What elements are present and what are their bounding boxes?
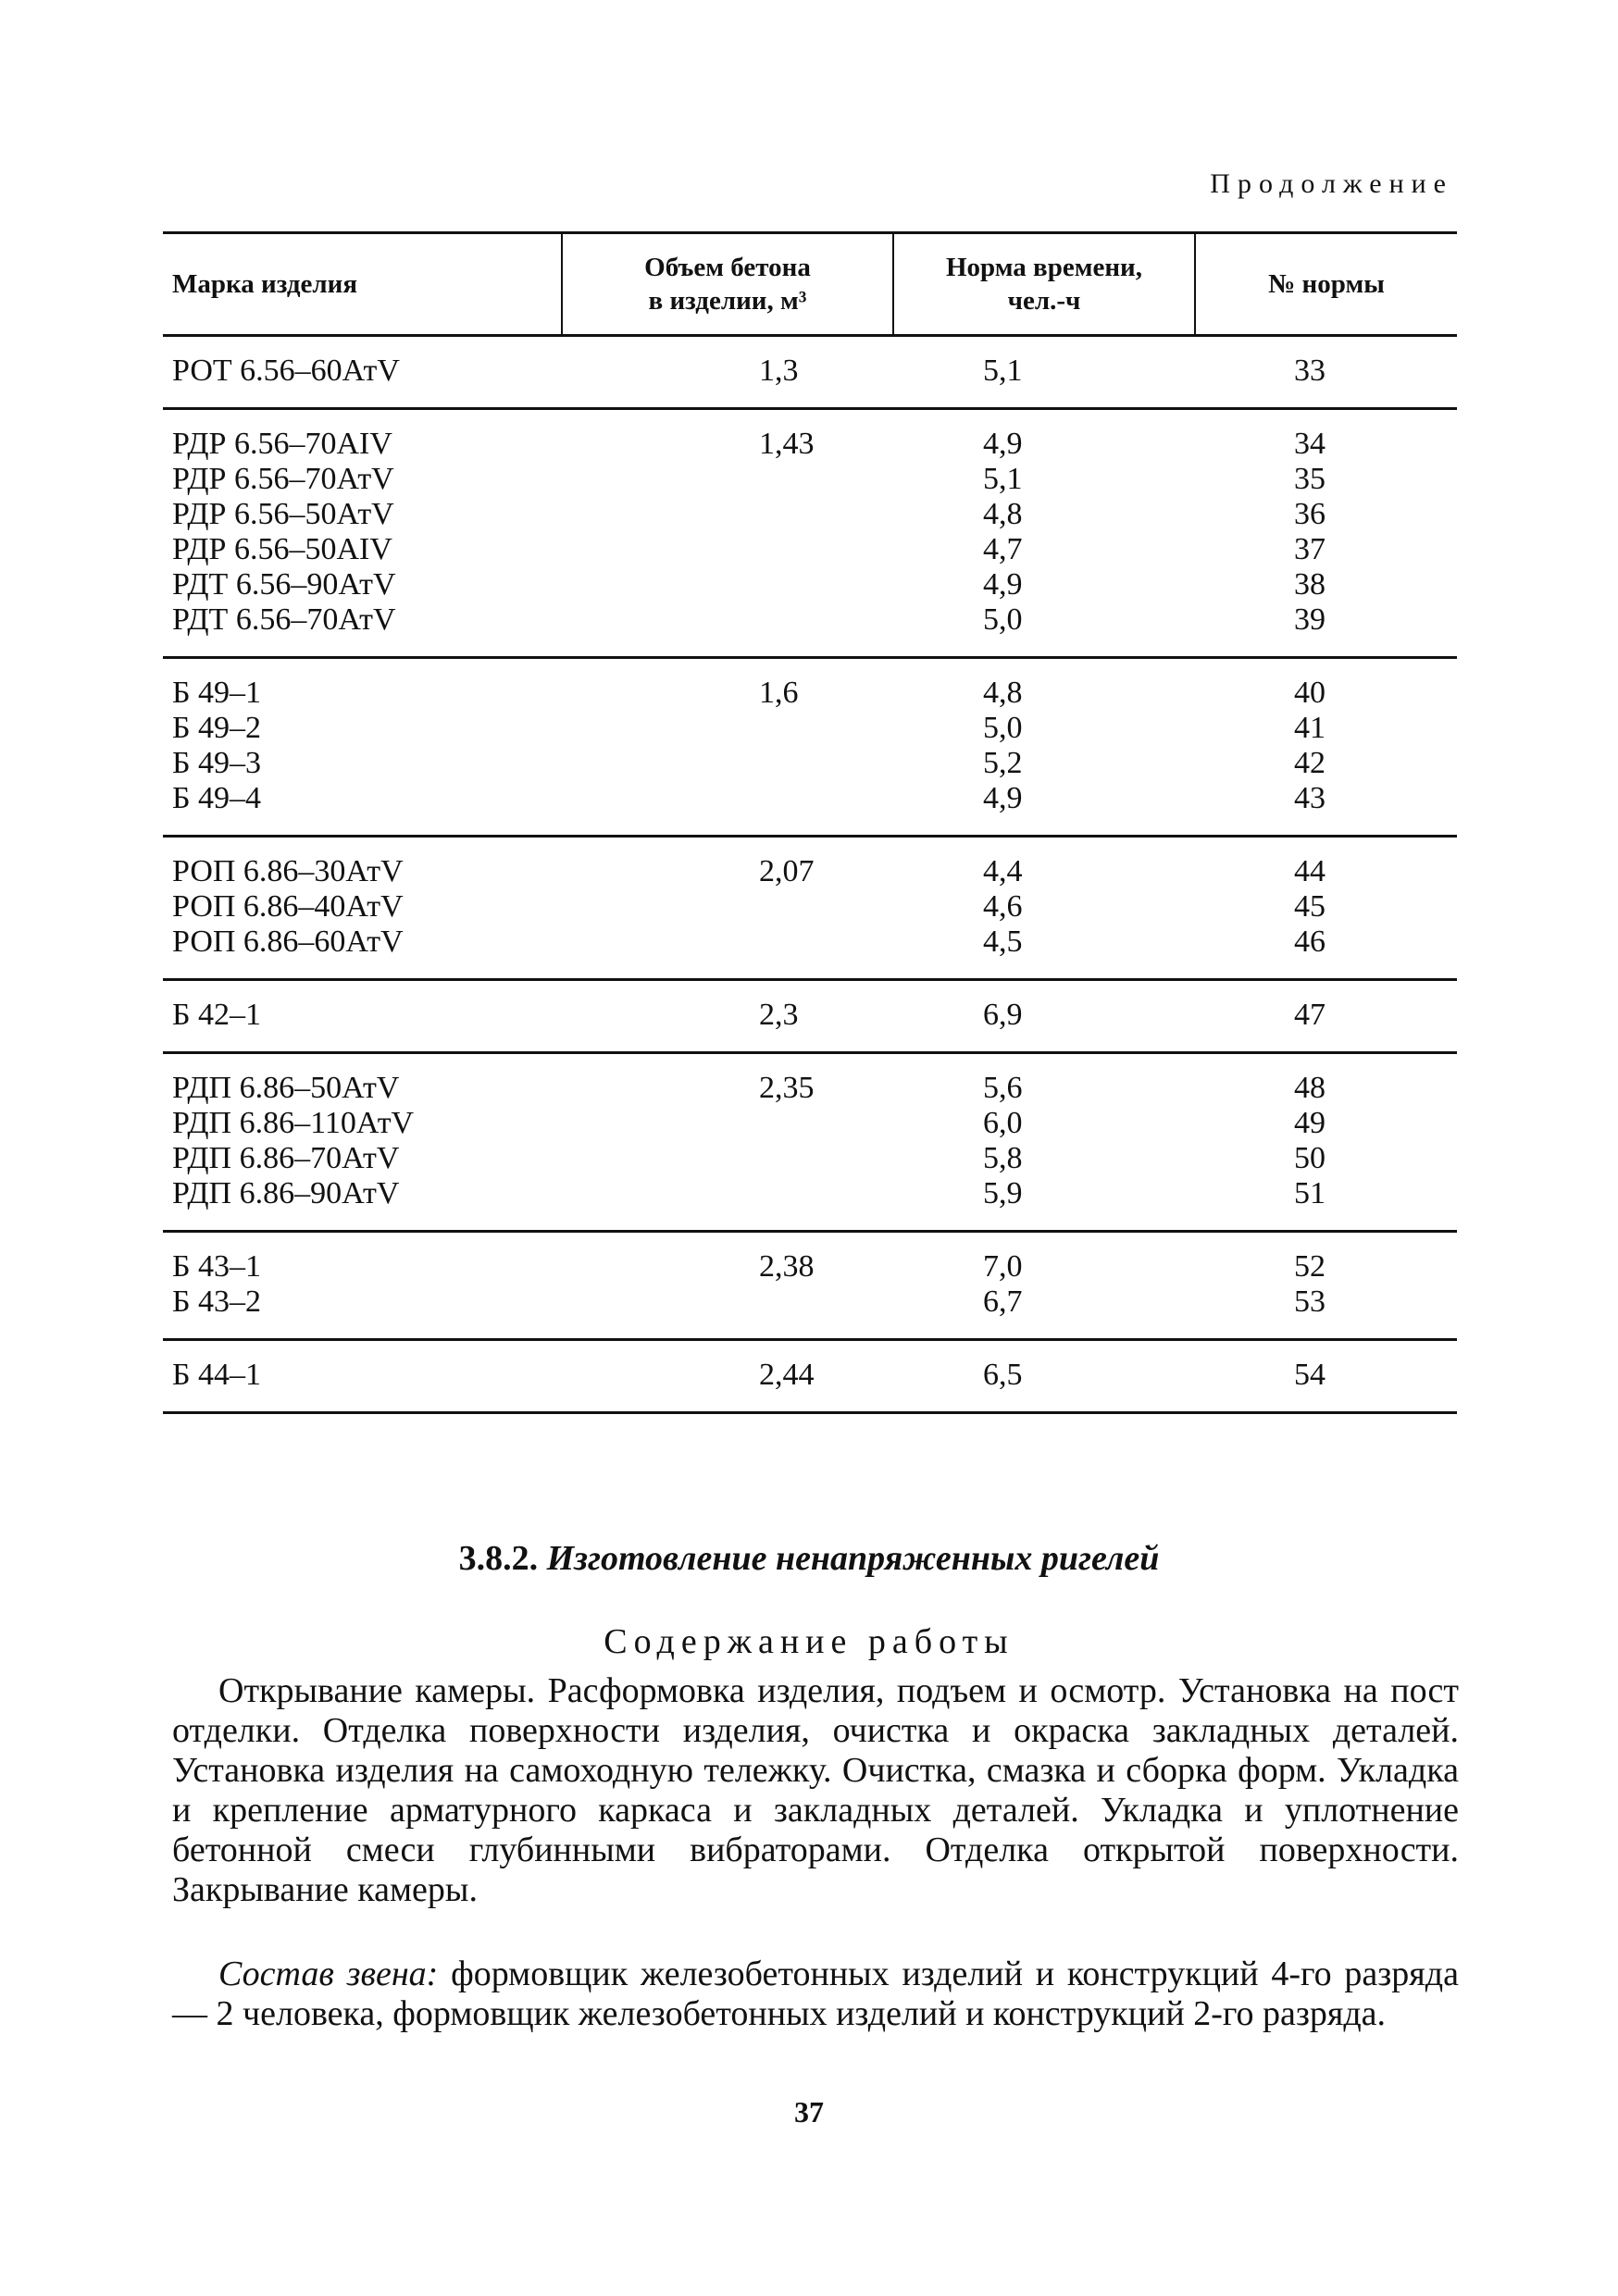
cell-norm-number: 39 bbox=[1294, 602, 1326, 637]
cell-concrete-volume bbox=[563, 602, 894, 638]
table-row bbox=[163, 889, 1457, 925]
cell-concrete-volume: 1,43 bbox=[759, 427, 815, 461]
cell-norm-number: 36 bbox=[1294, 497, 1326, 531]
cell-product-mark: РОП 6.86–30АтV bbox=[172, 854, 404, 888]
cell-time-norm: 4,8 bbox=[983, 676, 1023, 710]
cell-time-norm: 5,9 bbox=[983, 1176, 1023, 1210]
table-group bbox=[163, 1341, 1457, 1414]
table-row bbox=[163, 427, 1457, 462]
cell-product-mark: РДТ 6.56–70АтV bbox=[172, 602, 396, 637]
cell-product-mark: Б 43–2 bbox=[172, 1285, 262, 1319]
cell-norm-number: 51 bbox=[1294, 1176, 1326, 1210]
cell-product-mark: РДР 6.56–50АIV bbox=[172, 532, 392, 566]
cell-product-mark: Б 44–1 bbox=[172, 1358, 262, 1392]
cell-norm-number: 44 bbox=[1294, 854, 1326, 888]
table-row bbox=[163, 925, 1457, 960]
table-row bbox=[163, 746, 1457, 781]
header-product-mark: Марка изделия bbox=[163, 234, 563, 334]
table-row bbox=[163, 1285, 1457, 1320]
cell-concrete-volume: 2,07 bbox=[759, 854, 815, 888]
cell-product-mark: Б 49–1 bbox=[172, 676, 262, 710]
norms-table bbox=[163, 231, 1457, 1414]
continuation-label: Продолжение bbox=[1210, 168, 1453, 199]
table-header bbox=[163, 231, 1457, 337]
cell-concrete-volume bbox=[563, 1141, 894, 1176]
cell-time-norm: 4,7 bbox=[983, 532, 1023, 566]
cell-time-norm: 6,9 bbox=[983, 998, 1023, 1032]
cell-time-norm: 5,6 bbox=[983, 1071, 1023, 1105]
cell-time-norm: 5,2 bbox=[983, 746, 1023, 780]
cell-time-norm: 5,1 bbox=[983, 462, 1023, 496]
section-heading bbox=[0, 1538, 1618, 1579]
cell-concrete-volume bbox=[563, 497, 894, 532]
cell-time-norm: 6,7 bbox=[983, 1285, 1023, 1319]
cell-time-norm: 7,0 bbox=[983, 1249, 1023, 1284]
cell-norm-number: 50 bbox=[1294, 1141, 1326, 1175]
crew-paragraph bbox=[172, 1955, 1459, 2034]
cell-norm-number: 40 bbox=[1294, 676, 1326, 710]
table-group bbox=[163, 1054, 1457, 1233]
cell-concrete-volume bbox=[563, 1106, 894, 1141]
page-number: 37 bbox=[794, 2095, 824, 2128]
table-row bbox=[163, 1071, 1457, 1106]
cell-norm-number: 41 bbox=[1294, 711, 1326, 745]
cell-norm-number: 33 bbox=[1294, 354, 1326, 388]
table-row bbox=[163, 1249, 1457, 1285]
cell-time-norm: 4,6 bbox=[983, 889, 1023, 924]
cell-product-mark: Б 43–1 bbox=[172, 1249, 262, 1284]
cell-concrete-volume bbox=[563, 1176, 894, 1211]
table-group bbox=[163, 838, 1457, 981]
table-row bbox=[163, 1141, 1457, 1176]
table-row bbox=[163, 711, 1457, 746]
table-group bbox=[163, 659, 1457, 838]
table-group bbox=[163, 410, 1457, 659]
table-group bbox=[163, 337, 1457, 410]
table-row bbox=[163, 462, 1457, 497]
cell-product-mark: РДР 6.56–70АтV bbox=[172, 462, 394, 496]
cell-concrete-volume: 2,3 bbox=[759, 998, 799, 1032]
cell-time-norm: 5,1 bbox=[983, 354, 1023, 388]
cell-concrete-volume bbox=[563, 567, 894, 602]
cell-norm-number: 42 bbox=[1294, 746, 1326, 780]
section-number: 3.8.2. bbox=[458, 1539, 539, 1578]
cell-concrete-volume bbox=[563, 889, 894, 925]
table-row bbox=[163, 567, 1457, 602]
cell-norm-number: 47 bbox=[1294, 998, 1326, 1032]
crew-text: формовщик железобетонных изделий и конструкций 4-го разряда — 2 человека, формовщик железобетонных изделий и конструкций 2-го разряда. bbox=[172, 1955, 1459, 2033]
table-row bbox=[163, 1106, 1457, 1141]
cell-norm-number: 52 bbox=[1294, 1249, 1326, 1284]
cell-product-mark: РДП 6.86–110АтV bbox=[172, 1106, 415, 1140]
header-time-norm: Норма времени, чел.-ч bbox=[894, 234, 1196, 334]
cell-product-mark: РДП 6.86–50АтV bbox=[172, 1071, 400, 1105]
cell-concrete-volume: 1,3 bbox=[759, 354, 799, 388]
cell-norm-number: 38 bbox=[1294, 567, 1326, 602]
cell-norm-number: 35 bbox=[1294, 462, 1326, 496]
cell-time-norm: 4,9 bbox=[983, 567, 1023, 602]
cell-time-norm: 6,0 bbox=[983, 1106, 1023, 1140]
table-group bbox=[163, 981, 1457, 1054]
cell-concrete-volume: 1,6 bbox=[759, 676, 799, 710]
table-row bbox=[163, 998, 1457, 1033]
table-row bbox=[163, 854, 1457, 889]
table-row bbox=[163, 354, 1457, 389]
table-row bbox=[163, 1358, 1457, 1393]
work-content-text: Открывание камеры. Расформовка изделия, подъем и осмотр. Установка на пост отделки. Отделка поверхности изделия, очистка и окраска закладных деталей. Установка изделия на самоходную тележку. Очистка, смазка и сборка форм. Укладка и крепление арматурного каркаса и закладных деталей. Укладка и уплотнение бетонной смеси глубинными вибраторами. Отделка открытой поверхности. Закрывание камеры. bbox=[172, 1671, 1459, 1909]
cell-product-mark: Б 42–1 bbox=[172, 998, 262, 1032]
cell-product-mark: РДТ 6.56–90АтV bbox=[172, 567, 396, 602]
cell-product-mark: РДП 6.86–90АтV bbox=[172, 1176, 400, 1210]
cell-concrete-volume: 2,35 bbox=[759, 1071, 815, 1105]
cell-norm-number: 46 bbox=[1294, 925, 1326, 959]
cell-product-mark: РДР 6.56–50АтV bbox=[172, 497, 394, 531]
work-content-heading: Содержание работы bbox=[604, 1622, 1014, 1661]
cell-concrete-volume: 2,44 bbox=[759, 1358, 815, 1392]
cell-norm-number: 34 bbox=[1294, 427, 1326, 461]
section-title-text: Изготовление ненапряженных ригелей bbox=[546, 1539, 1160, 1578]
cell-product-mark: РДП 6.86–70АтV bbox=[172, 1141, 400, 1175]
header-concrete-volume: Объем бетона в изделии, м³ bbox=[563, 234, 894, 334]
table-row bbox=[163, 676, 1457, 711]
table-row bbox=[163, 532, 1457, 567]
cell-product-mark: РОТ 6.56–60АтV bbox=[172, 354, 400, 388]
cell-product-mark: РОП 6.86–40АтV bbox=[172, 889, 404, 924]
cell-concrete-volume bbox=[563, 746, 894, 781]
cell-time-norm: 4,5 bbox=[983, 925, 1023, 959]
cell-norm-number: 48 bbox=[1294, 1071, 1326, 1105]
cell-norm-number: 53 bbox=[1294, 1285, 1326, 1319]
cell-product-mark: РОП 6.86–60АтV bbox=[172, 925, 404, 959]
cell-norm-number: 54 bbox=[1294, 1358, 1326, 1392]
cell-norm-number: 49 bbox=[1294, 1106, 1326, 1140]
cell-norm-number: 43 bbox=[1294, 781, 1326, 815]
cell-concrete-volume bbox=[563, 925, 894, 960]
crew-label: Состав звена: bbox=[218, 1955, 439, 1993]
table-group bbox=[163, 1233, 1457, 1341]
cell-time-norm: 4,9 bbox=[983, 427, 1023, 461]
cell-concrete-volume bbox=[563, 462, 894, 497]
cell-time-norm: 4,9 bbox=[983, 781, 1023, 815]
table-row bbox=[163, 497, 1457, 532]
cell-concrete-volume bbox=[563, 711, 894, 746]
cell-time-norm: 4,4 bbox=[983, 854, 1023, 888]
cell-product-mark: Б 49–2 bbox=[172, 711, 262, 745]
work-content-paragraph bbox=[172, 1671, 1459, 1910]
cell-concrete-volume bbox=[563, 1285, 894, 1320]
cell-concrete-volume bbox=[563, 532, 894, 567]
cell-time-norm: 5,0 bbox=[983, 602, 1023, 637]
table-row bbox=[163, 781, 1457, 816]
cell-time-norm: 5,0 bbox=[983, 711, 1023, 745]
cell-product-mark: Б 49–4 bbox=[172, 781, 262, 815]
header-norm-number: № нормы bbox=[1268, 268, 1385, 299]
cell-product-mark: Б 49–3 bbox=[172, 746, 262, 780]
cell-product-mark: РДР 6.56–70АIV bbox=[172, 427, 392, 461]
cell-time-norm: 5,8 bbox=[983, 1141, 1023, 1175]
table-row bbox=[163, 602, 1457, 638]
cell-norm-number: 45 bbox=[1294, 889, 1326, 924]
cell-concrete-volume bbox=[563, 781, 894, 816]
table-row bbox=[163, 1176, 1457, 1211]
cell-norm-number: 37 bbox=[1294, 532, 1326, 566]
table-body bbox=[163, 337, 1457, 1414]
cell-time-norm: 4,8 bbox=[983, 497, 1023, 531]
cell-time-norm: 6,5 bbox=[983, 1358, 1023, 1392]
cell-concrete-volume: 2,38 bbox=[759, 1249, 815, 1284]
